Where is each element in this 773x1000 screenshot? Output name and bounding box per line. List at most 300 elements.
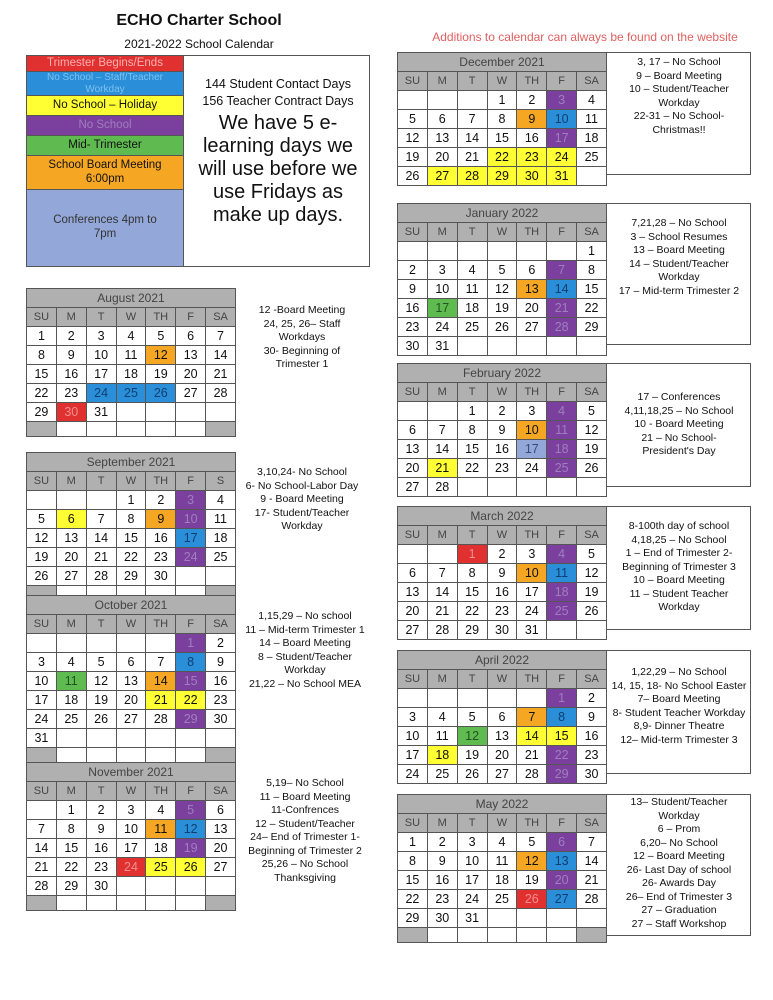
- day-cell: 6: [398, 564, 428, 583]
- day-cell: 20: [398, 459, 428, 478]
- day-cell: 7: [146, 653, 176, 672]
- day-cell: 7: [427, 564, 457, 583]
- day-cell: 5: [487, 261, 517, 280]
- day-cell: 21: [27, 858, 57, 877]
- day-header: T: [86, 472, 116, 491]
- day-header: M: [427, 72, 457, 91]
- day-cell: 19: [517, 871, 547, 890]
- day-cell: 23: [577, 746, 607, 765]
- day-cell: 9: [398, 280, 428, 299]
- april-events: 1,22,29 – No School 14, 15, 18- No School Easter 7– Board Meeting 8- Student Teacher Workday 8,9- Dinner Theatre 12– Mid-term Trimester 3: [611, 666, 747, 746]
- day-cell: 14: [427, 583, 457, 602]
- day-cell: 5: [577, 545, 607, 564]
- calendar-january-2022: [397, 203, 607, 356]
- day-cell: 24: [427, 318, 457, 337]
- day-cell: 13: [427, 129, 457, 148]
- day-cell: 13: [547, 852, 577, 871]
- day-cell: 9: [206, 653, 236, 672]
- day-header: M: [427, 526, 457, 545]
- day-cell: 19: [176, 839, 206, 858]
- day-cell: 21: [427, 602, 457, 621]
- day-cell: 1: [487, 91, 517, 110]
- day-cell: 20: [206, 839, 236, 858]
- day-cell: 1: [547, 689, 577, 708]
- day-cell: 7: [427, 421, 457, 440]
- day-cell: 10: [116, 820, 146, 839]
- day-cell: 2: [398, 261, 428, 280]
- day-cell: 13: [398, 440, 428, 459]
- november-events: 5,19– No School 11 – Board Meeting 11-Confrences 12 – Student/Teacher 24– End of Trimester 1- Beginning of Trimester 2 25,26 – No School Thanksgiving: [248, 777, 362, 884]
- calendar-august-2021: [26, 288, 236, 437]
- day-cell: 6: [116, 653, 146, 672]
- day-cell: 1: [27, 327, 57, 346]
- day-cell: 21: [457, 148, 487, 167]
- day-header: F: [547, 526, 577, 545]
- day-cell: 6: [517, 261, 547, 280]
- day-cell: 15: [56, 839, 86, 858]
- day-header: W: [487, 383, 517, 402]
- day-cell: 19: [27, 548, 57, 567]
- day-cell: 18: [457, 299, 487, 318]
- day-cell: 8: [27, 346, 57, 365]
- day-header: SU: [398, 383, 428, 402]
- day-cell: 27: [547, 890, 577, 909]
- day-cell: 18: [577, 129, 607, 148]
- day-cell: 29: [176, 710, 206, 729]
- day-cell: 12: [27, 529, 57, 548]
- day-cell: 19: [146, 365, 176, 384]
- day-cell: 24: [116, 858, 146, 877]
- elearning-days-note: We have 5 e-learning days we will use before we use Fridays as make up days.: [198, 112, 358, 226]
- day-cell: 29: [457, 621, 487, 640]
- day-cell: 30: [487, 621, 517, 640]
- day-header: W: [116, 782, 146, 801]
- day-header: SU: [398, 72, 428, 91]
- february-events: 17 – Conferences 4,11,18,25 – No School 10 - Board Meeting 21 – No School- President's Day: [624, 391, 734, 457]
- day-cell: 28: [206, 384, 236, 403]
- day-header: T: [457, 814, 487, 833]
- day-cell: 28: [146, 710, 176, 729]
- day-cell: 5: [398, 110, 428, 129]
- day-cell: 19: [487, 299, 517, 318]
- day-cell: 12: [577, 564, 607, 583]
- day-cell: 25: [487, 890, 517, 909]
- day-cell: 24: [86, 384, 116, 403]
- day-cell: 31: [27, 729, 57, 748]
- day-header: M: [56, 615, 86, 634]
- day-cell: 29: [487, 167, 517, 186]
- day-cell: 7: [577, 833, 607, 852]
- day-cell: 6: [427, 110, 457, 129]
- day-cell: 18: [547, 583, 577, 602]
- day-cell: 25: [146, 858, 176, 877]
- month-title: August 2021: [27, 289, 236, 308]
- day-cell: 13: [487, 727, 517, 746]
- day-cell: 24: [176, 548, 206, 567]
- day-cell: 1: [176, 634, 206, 653]
- month-title: March 2022: [398, 507, 607, 526]
- day-cell: 11: [56, 672, 86, 691]
- day-cell: 17: [517, 440, 547, 459]
- day-cell: 15: [176, 672, 206, 691]
- day-cell: 25: [457, 318, 487, 337]
- day-cell: 24: [398, 765, 428, 784]
- day-header: TH: [146, 308, 176, 327]
- day-header: SU: [398, 670, 428, 689]
- day-cell: 11: [146, 820, 176, 839]
- day-cell: 18: [146, 839, 176, 858]
- day-cell: 3: [86, 327, 116, 346]
- day-header: TH: [146, 782, 176, 801]
- day-cell: 8: [487, 110, 517, 129]
- day-header: TH: [146, 472, 176, 491]
- day-cell: 3: [398, 708, 428, 727]
- day-header: F: [547, 72, 577, 91]
- day-cell: 2: [86, 801, 116, 820]
- day-cell: 11: [487, 852, 517, 871]
- day-cell: 1: [577, 242, 607, 261]
- day-cell: 10: [547, 110, 577, 129]
- day-cell: 2: [517, 91, 547, 110]
- day-cell: 26: [398, 167, 428, 186]
- day-cell: 11: [206, 510, 236, 529]
- day-cell: 1: [56, 801, 86, 820]
- day-cell: 31: [547, 167, 577, 186]
- day-cell: 4: [547, 402, 577, 421]
- day-cell: 4: [56, 653, 86, 672]
- day-cell: 25: [427, 765, 457, 784]
- day-cell: 17: [427, 299, 457, 318]
- day-cell: 13: [56, 529, 86, 548]
- day-cell: 13: [116, 672, 146, 691]
- month-title: February 2022: [398, 364, 607, 383]
- day-cell: 21: [86, 548, 116, 567]
- day-cell: 29: [116, 567, 146, 586]
- day-cell: 1: [457, 545, 487, 564]
- day-cell: 14: [146, 672, 176, 691]
- legend-box: [26, 55, 370, 267]
- day-header: SA: [206, 615, 236, 634]
- day-cell: 4: [146, 801, 176, 820]
- day-header: M: [427, 670, 457, 689]
- day-cell: 16: [487, 440, 517, 459]
- day-cell: 28: [547, 318, 577, 337]
- day-cell: 3: [116, 801, 146, 820]
- day-cell: 6: [176, 327, 206, 346]
- day-cell: 14: [457, 129, 487, 148]
- day-cell: 29: [398, 909, 428, 928]
- day-header: W: [487, 670, 517, 689]
- day-cell: 1: [116, 491, 146, 510]
- day-cell: 17: [27, 691, 57, 710]
- day-cell: 3: [427, 261, 457, 280]
- day-cell: 22: [547, 746, 577, 765]
- day-cell: 6: [206, 801, 236, 820]
- day-header: F: [547, 670, 577, 689]
- day-cell: 7: [86, 510, 116, 529]
- day-cell: 27: [398, 621, 428, 640]
- day-cell: 26: [577, 459, 607, 478]
- day-header: SA: [577, 383, 607, 402]
- day-cell: 21: [427, 459, 457, 478]
- day-cell: 20: [398, 602, 428, 621]
- day-header: SA: [206, 782, 236, 801]
- day-cell: 30: [146, 567, 176, 586]
- day-cell: 26: [457, 765, 487, 784]
- day-cell: 10: [457, 852, 487, 871]
- day-cell: 4: [577, 91, 607, 110]
- school-name: ECHO Charter School: [116, 12, 282, 29]
- day-cell: 3: [517, 545, 547, 564]
- day-cell: 28: [27, 877, 57, 896]
- day-cell: 14: [547, 280, 577, 299]
- day-header: T: [457, 223, 487, 242]
- day-cell: 23: [86, 858, 116, 877]
- day-cell: 1: [398, 833, 428, 852]
- day-header: S: [206, 472, 236, 491]
- day-cell: 8: [457, 421, 487, 440]
- day-cell: 16: [487, 583, 517, 602]
- day-cell: 7: [547, 261, 577, 280]
- calendar-april-2022: [397, 650, 607, 784]
- day-cell: 12: [517, 852, 547, 871]
- march-events: 8-100th day of school 4,18,25 – No School 1 – End of Trimester 2- Beginning of Trimester 3 10 – Board Meeting 11 – Student Teacher Workday: [622, 520, 736, 613]
- calendar-september-2021: [26, 452, 236, 601]
- day-cell: 27: [398, 478, 428, 497]
- day-cell: 25: [547, 602, 577, 621]
- calendar-december-2021: [397, 52, 607, 186]
- day-cell: 5: [176, 801, 206, 820]
- day-header: SU: [398, 526, 428, 545]
- day-cell: 20: [487, 746, 517, 765]
- day-cell: 17: [398, 746, 428, 765]
- day-header: M: [56, 308, 86, 327]
- day-cell: 19: [457, 746, 487, 765]
- day-cell: 31: [517, 621, 547, 640]
- day-cell: 8: [398, 852, 428, 871]
- calendar-year-title: 2021-2022 School Calendar: [124, 37, 274, 51]
- day-header: T: [86, 615, 116, 634]
- day-cell: 17: [176, 529, 206, 548]
- day-cell: 8: [176, 653, 206, 672]
- calendar-october-2021: [26, 595, 236, 763]
- day-cell: 11: [547, 564, 577, 583]
- day-cell: 22: [116, 548, 146, 567]
- day-cell: 28: [577, 890, 607, 909]
- day-cell: 18: [116, 365, 146, 384]
- day-cell: 8: [457, 564, 487, 583]
- day-cell: 16: [577, 727, 607, 746]
- day-cell: 18: [56, 691, 86, 710]
- day-cell: 12: [146, 346, 176, 365]
- day-cell: 3: [457, 833, 487, 852]
- day-header: W: [487, 814, 517, 833]
- day-cell: 4: [457, 261, 487, 280]
- day-cell: 8: [577, 261, 607, 280]
- day-header: SU: [27, 472, 57, 491]
- day-header: SA: [577, 670, 607, 689]
- day-cell: 11: [547, 421, 577, 440]
- day-cell: 7: [517, 708, 547, 727]
- day-cell: 27: [427, 167, 457, 186]
- day-cell: 1: [457, 402, 487, 421]
- day-header: W: [487, 72, 517, 91]
- day-cell: 10: [176, 510, 206, 529]
- legend-color-key: [27, 56, 184, 266]
- day-cell: 11: [577, 110, 607, 129]
- day-header: T: [457, 383, 487, 402]
- day-cell: 9: [517, 110, 547, 129]
- day-cell: 27: [116, 710, 146, 729]
- month-title: December 2021: [398, 53, 607, 72]
- day-cell: 20: [547, 871, 577, 890]
- day-cell: 27: [487, 765, 517, 784]
- day-cell: 6: [487, 708, 517, 727]
- legend-mid-trimester: Mid- Trimester: [27, 136, 183, 156]
- day-cell: 14: [206, 346, 236, 365]
- day-cell: 3: [176, 491, 206, 510]
- legend-conferences: Conferences 4pm to 7pm: [27, 190, 183, 266]
- day-cell: 14: [427, 440, 457, 459]
- day-cell: 14: [517, 727, 547, 746]
- day-header: SA: [206, 308, 236, 327]
- day-cell: 23: [517, 148, 547, 167]
- day-cell: 4: [206, 491, 236, 510]
- day-cell: 9: [487, 421, 517, 440]
- day-cell: 27: [176, 384, 206, 403]
- day-cell: 4: [487, 833, 517, 852]
- day-cell: 25: [116, 384, 146, 403]
- day-cell: 2: [487, 402, 517, 421]
- day-header: TH: [517, 223, 547, 242]
- august-events: 12 -Board Meeting 24, 25, 26– Staff Workdays 30- Beginning of Trimester 1: [258, 304, 346, 370]
- day-header: T: [457, 670, 487, 689]
- teacher-contract-days: 156 Teacher Contract Days: [202, 94, 354, 108]
- month-title: April 2022: [398, 651, 607, 670]
- day-header: SA: [577, 814, 607, 833]
- day-cell: 11: [457, 280, 487, 299]
- day-header: F: [176, 782, 206, 801]
- day-header: M: [427, 814, 457, 833]
- day-header: SU: [27, 615, 57, 634]
- calendar-february-2022: [397, 363, 607, 497]
- day-cell: 22: [27, 384, 57, 403]
- day-cell: 27: [206, 858, 236, 877]
- day-cell: 6: [56, 510, 86, 529]
- may-events: 13– Student/Teacher Workday 6 – Prom 6,20– No School 12 – Board Meeting 26- Last Day of school 26- Awards Day 26– End of Trimester 3 27 – Graduation 27 – Staff Workshop: [625, 796, 733, 930]
- day-header: SU: [27, 308, 57, 327]
- day-cell: 31: [427, 337, 457, 356]
- day-cell: 24: [517, 459, 547, 478]
- day-cell: 13: [176, 346, 206, 365]
- day-cell: 3: [27, 653, 57, 672]
- day-cell: 19: [86, 691, 116, 710]
- day-header: W: [487, 526, 517, 545]
- day-cell: 9: [86, 820, 116, 839]
- day-header: M: [427, 383, 457, 402]
- day-cell: 7: [457, 110, 487, 129]
- day-cell: 31: [457, 909, 487, 928]
- day-cell: 8: [56, 820, 86, 839]
- day-cell: 5: [577, 402, 607, 421]
- day-header: M: [56, 472, 86, 491]
- day-cell: 18: [547, 440, 577, 459]
- day-cell: 16: [206, 672, 236, 691]
- day-cell: 13: [398, 583, 428, 602]
- day-header: TH: [146, 615, 176, 634]
- month-title: May 2022: [398, 795, 607, 814]
- day-cell: 25: [206, 548, 236, 567]
- day-cell: 17: [116, 839, 146, 858]
- day-cell: 18: [427, 746, 457, 765]
- day-cell: 15: [457, 440, 487, 459]
- day-cell: 3: [517, 402, 547, 421]
- day-cell: 15: [577, 280, 607, 299]
- day-cell: 22: [577, 299, 607, 318]
- day-header: W: [487, 223, 517, 242]
- day-cell: 12: [398, 129, 428, 148]
- january-events: 7,21,28 – No School 3 – School Resumes 13 – Board Meeting 14 – Student/Teacher Workday 17 – Mid-term Trimester 2: [618, 217, 740, 297]
- day-cell: 10: [427, 280, 457, 299]
- day-cell: 9: [577, 708, 607, 727]
- student-contact-days: 144 Student Contact Days: [205, 77, 351, 91]
- day-cell: 17: [86, 365, 116, 384]
- day-cell: 28: [427, 621, 457, 640]
- day-cell: 15: [487, 129, 517, 148]
- contact-days-text: [189, 76, 367, 110]
- day-cell: 16: [86, 839, 116, 858]
- website-note: Additions to calendar can always be found on the website: [432, 30, 738, 44]
- day-header: W: [116, 472, 146, 491]
- day-cell: 12: [176, 820, 206, 839]
- day-cell: 13: [517, 280, 547, 299]
- day-cell: 19: [577, 583, 607, 602]
- day-cell: 29: [577, 318, 607, 337]
- day-cell: 15: [457, 583, 487, 602]
- day-cell: 16: [517, 129, 547, 148]
- day-cell: 26: [577, 602, 607, 621]
- day-cell: 16: [427, 871, 457, 890]
- day-cell: 28: [517, 765, 547, 784]
- day-cell: 22: [457, 459, 487, 478]
- month-title: November 2021: [27, 763, 236, 782]
- day-header: TH: [517, 526, 547, 545]
- day-cell: 29: [27, 403, 57, 422]
- day-header: T: [86, 782, 116, 801]
- day-header: F: [176, 472, 206, 491]
- day-cell: 3: [547, 91, 577, 110]
- day-cell: 15: [116, 529, 146, 548]
- day-cell: 26: [86, 710, 116, 729]
- day-cell: 10: [398, 727, 428, 746]
- day-cell: 20: [427, 148, 457, 167]
- day-header: W: [116, 615, 146, 634]
- day-cell: 18: [487, 871, 517, 890]
- october-events: 1,15,29 – No school 11 – Mid-term Trimester 1 14 – Board Meeting 8 – Student/Teacher Workday 21,22 – No School MEA: [245, 610, 365, 690]
- day-cell: 27: [56, 567, 86, 586]
- day-header: F: [547, 814, 577, 833]
- day-cell: 17: [547, 129, 577, 148]
- day-cell: 5: [86, 653, 116, 672]
- day-cell: 22: [457, 602, 487, 621]
- day-cell: 7: [27, 820, 57, 839]
- day-cell: 22: [398, 890, 428, 909]
- day-cell: 16: [56, 365, 86, 384]
- day-cell: 15: [27, 365, 57, 384]
- day-cell: 10: [517, 421, 547, 440]
- day-header: SA: [577, 526, 607, 545]
- day-cell: 7: [206, 327, 236, 346]
